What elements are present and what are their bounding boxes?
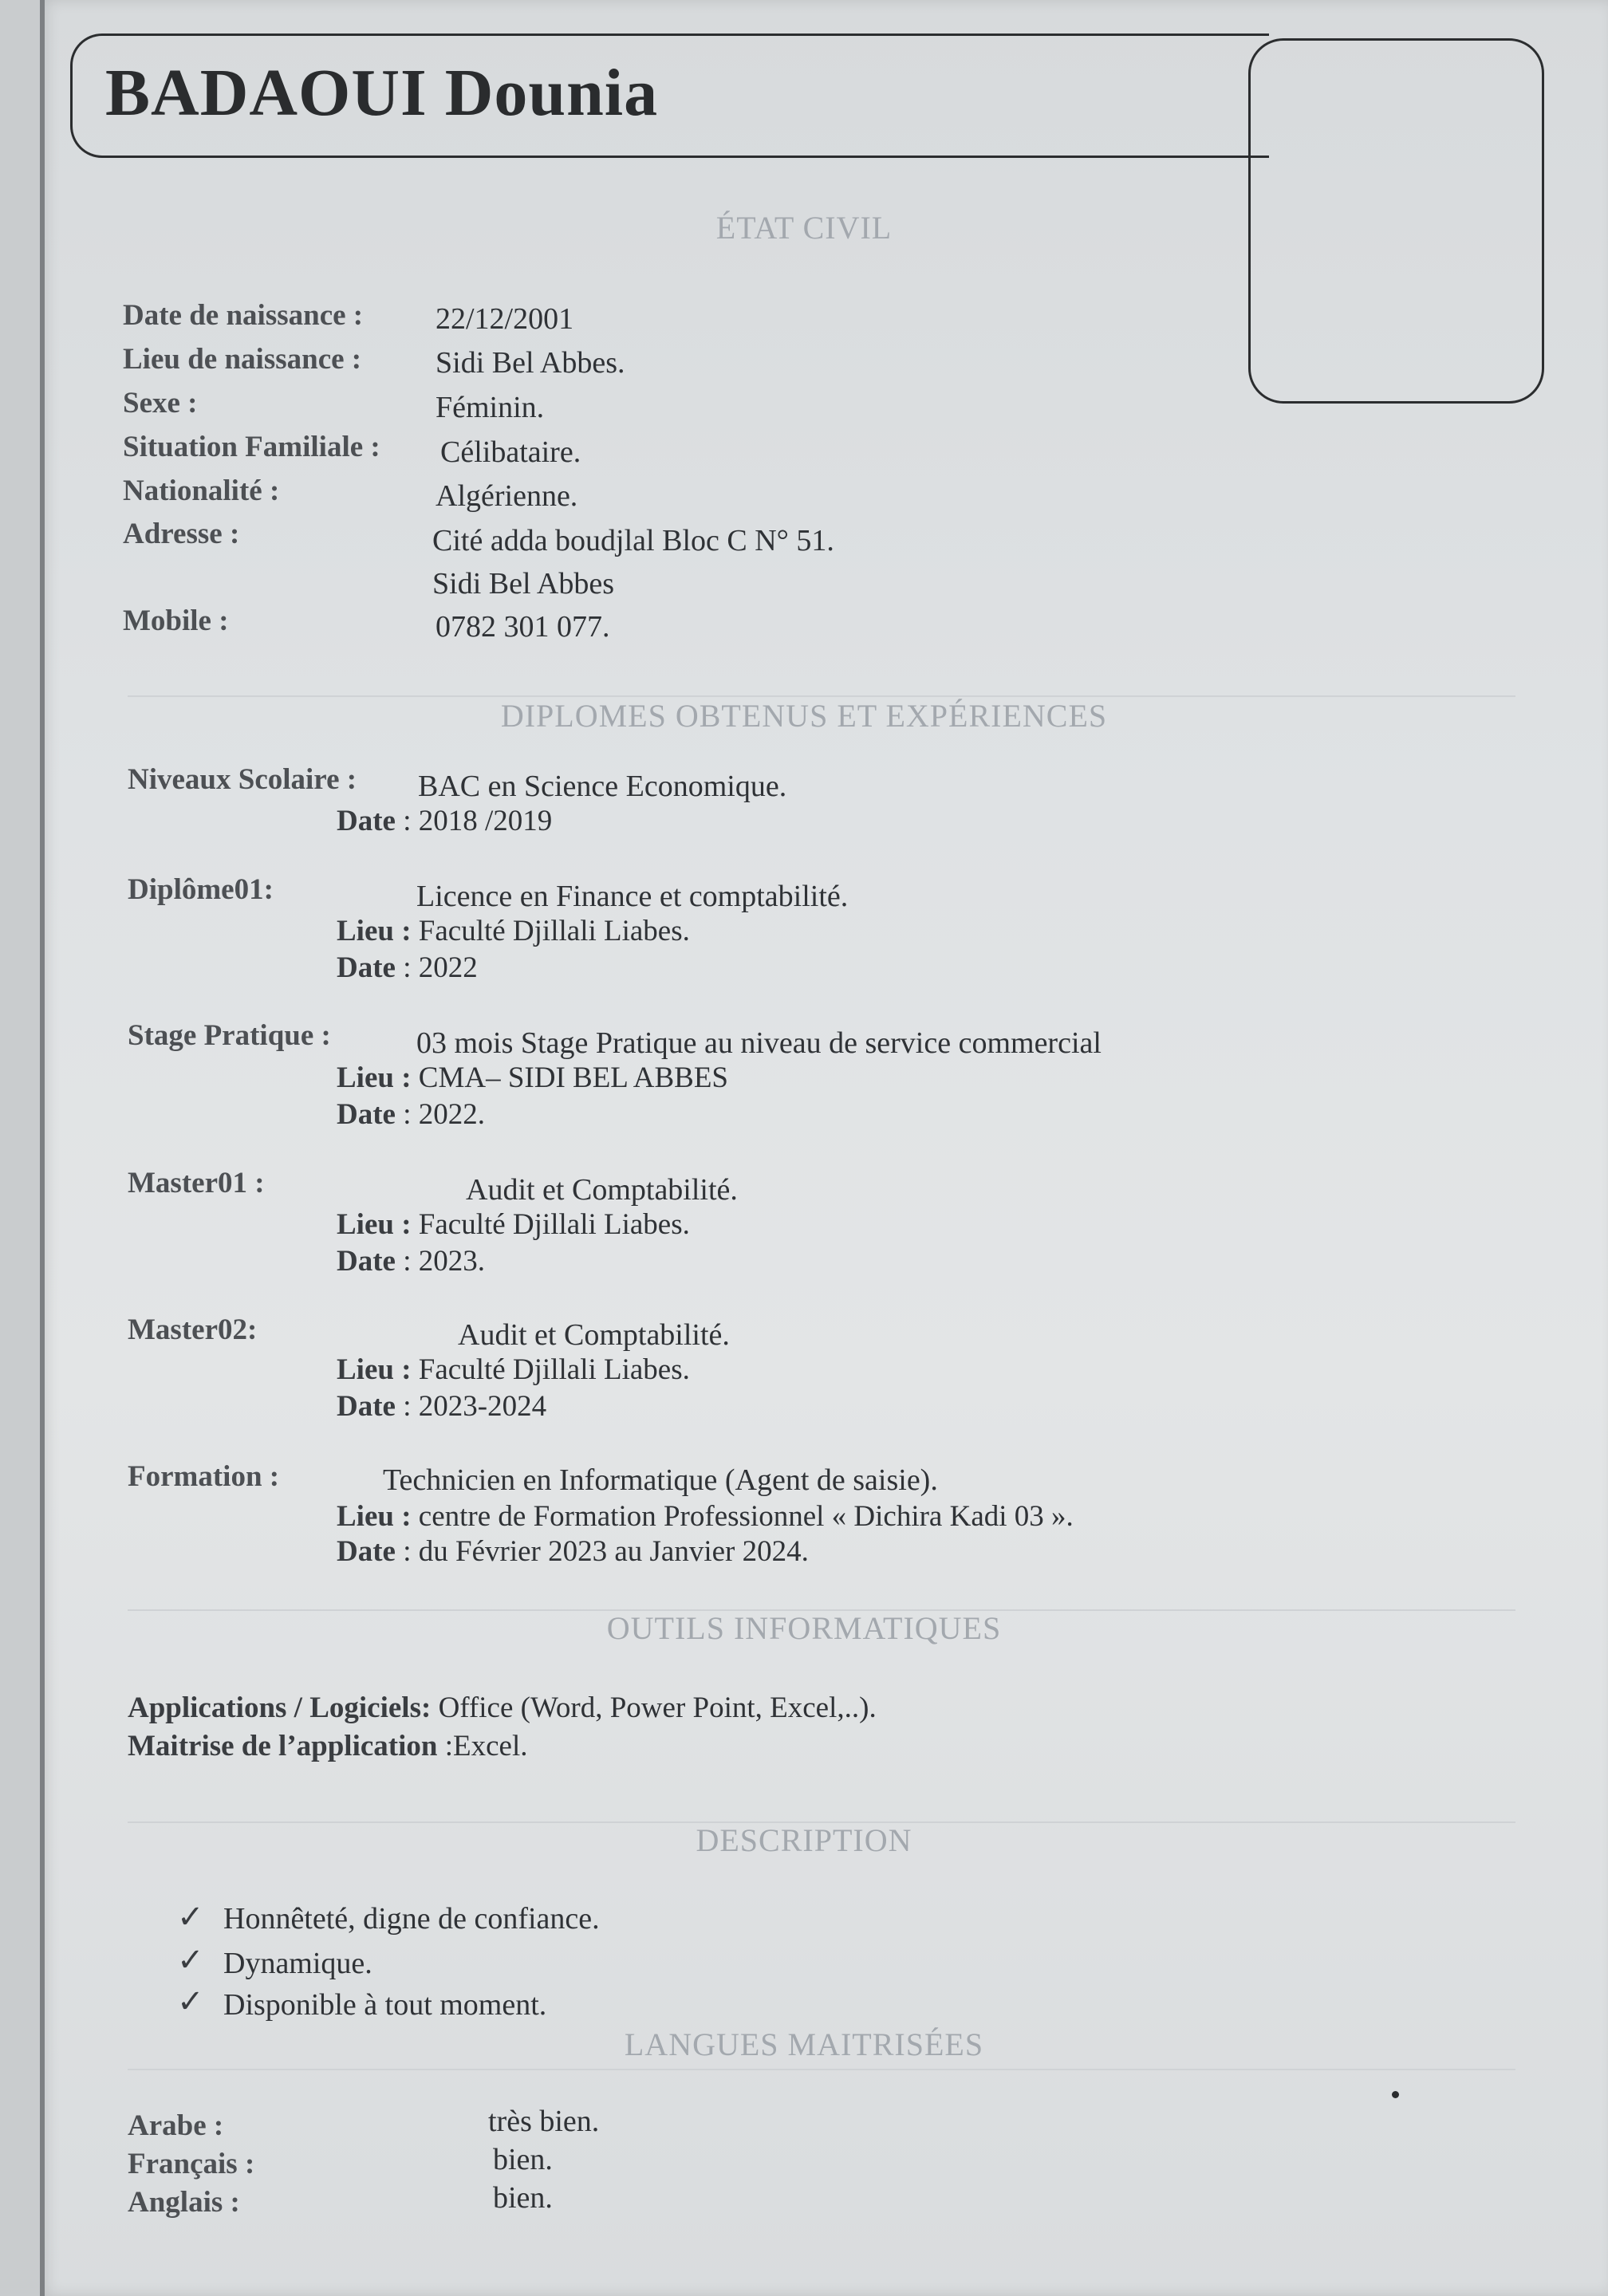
ink-dot — [1392, 2091, 1399, 2098]
master02-lieu-line — [337, 1353, 690, 1387]
section-title-outils: OUTILS INFORMATIQUES — [606, 1610, 1002, 1646]
value-formation: Technicien en Informatique (Agent de saisie). — [383, 1463, 938, 1497]
value-sexe: Féminin. — [436, 391, 545, 424]
section-title-description: DESCRIPTION — [696, 1822, 912, 1858]
diplome01-date-line — [337, 951, 478, 985]
value-mobile: 0782 301 077. — [436, 610, 610, 644]
checkmark-icon: ✓ — [177, 1899, 204, 1935]
label-francais: Français : — [128, 2148, 255, 2180]
value-niveau-scolaire: BAC en Science Economique. — [418, 770, 787, 803]
lieu-label: Lieu : — [337, 1500, 412, 1533]
value-diplome01: Licence en Finance et comptabilité. — [416, 880, 849, 913]
page-edge-line — [40, 0, 45, 2296]
master01-date-line — [337, 1244, 485, 1278]
value-situation-familiale: Célibataire. — [440, 435, 581, 469]
maitrise-label: Maitrise de l’application — [128, 1730, 438, 1762]
master01-date: : 2023. — [403, 1245, 485, 1278]
label-lieu-naissance: Lieu de naissance : — [123, 343, 362, 376]
label-mobile: Mobile : — [123, 605, 229, 637]
value-anglais: bien. — [493, 2181, 553, 2215]
maitrise-value: :Excel. — [444, 1730, 528, 1762]
description-item: Dynamique. — [223, 1947, 372, 1980]
description-item: Disponible à tout moment. — [223, 1988, 547, 2022]
value-date-naissance: 22/12/2001 — [436, 302, 574, 336]
formation-date-line — [337, 1534, 809, 1569]
section-divider — [128, 2069, 1515, 2070]
applications-label: Applications / Logiciels: — [128, 1691, 432, 1724]
master01-lieu-line — [337, 1207, 690, 1242]
date-label: Date — [337, 1098, 396, 1131]
formation-lieu-line — [337, 1499, 1074, 1534]
master02-date-line — [337, 1389, 546, 1424]
section-title-langues: LANGUES MAITRISÉES — [624, 2026, 984, 2062]
lieu-label: Lieu : — [337, 1353, 412, 1386]
label-niveau-scolaire: Niveaux Scolaire : — [128, 763, 357, 796]
label-adresse: Adresse : — [123, 518, 240, 550]
date-label: Date — [337, 1390, 396, 1423]
stage-date: : 2022. — [403, 1098, 485, 1131]
master02-date: : 2023-2024 — [403, 1390, 547, 1423]
date-label: Date — [337, 951, 396, 984]
label-arabe: Arabe : — [128, 2109, 224, 2142]
master01-lieu: Faculté Djillali Liabes. — [418, 1208, 690, 1241]
date-label: Date — [337, 1245, 396, 1278]
date-label: Date — [337, 1535, 396, 1568]
label-date-naissance: Date de naissance : — [123, 299, 364, 332]
value-stage-pratique: 03 mois Stage Pratique au niveau de service commercial — [416, 1026, 1102, 1060]
applications-value: Office (Word, Power Point, Excel,..). — [438, 1691, 877, 1724]
section-title-diplomes: DIPLOMES OBTENUS ET EXPÉRIENCES — [500, 698, 1108, 734]
label-diplome01: Diplôme01: — [128, 873, 274, 906]
value-arabe: très bien. — [488, 2105, 600, 2138]
lieu-label: Lieu : — [337, 1208, 412, 1241]
label-situation-familiale: Situation Familiale : — [123, 431, 380, 463]
label-master02: Master02: — [128, 1313, 258, 1346]
niveau-date: : 2018 /2019 — [403, 805, 553, 837]
label-master01: Master01 : — [128, 1167, 265, 1199]
value-master02: Audit et Comptabilité. — [458, 1318, 730, 1352]
value-nationalite: Algérienne. — [436, 479, 578, 513]
description-item: Honnêteté, digne de confiance. — [223, 1902, 600, 1936]
label-formation: Formation : — [128, 1460, 280, 1493]
master02-lieu: Faculté Djillali Liabes. — [418, 1353, 690, 1386]
lieu-label: Lieu : — [337, 915, 412, 947]
stage-date-line — [337, 1097, 485, 1132]
formation-lieu: centre de Formation Professionnel « Dichira Kadi 03 ». — [418, 1500, 1074, 1533]
label-sexe: Sexe : — [123, 387, 198, 419]
section-title-etat-civil: ÉTAT CIVIL — [715, 210, 893, 246]
checkmark-icon: ✓ — [177, 1983, 204, 2019]
label-stage-pratique: Stage Pratique : — [128, 1019, 331, 1052]
formation-date: : du Février 2023 au Janvier 2024. — [403, 1535, 809, 1568]
label-nationalite: Nationalité : — [123, 475, 280, 507]
value-master01: Audit et Comptabilité. — [466, 1173, 738, 1207]
niveau-date-line — [337, 804, 552, 838]
maitrise-line — [128, 1729, 527, 1763]
value-lieu-naissance: Sidi Bel Abbes. — [436, 346, 625, 380]
stage-lieu-line — [337, 1061, 728, 1095]
lieu-label: Lieu : — [337, 1061, 412, 1094]
value-adresse: Cité adda boudjlal Bloc C N° 51. — [432, 524, 834, 557]
candidate-name: BADAOUI Dounia — [105, 56, 659, 130]
diplome01-date: : 2022 — [403, 951, 478, 984]
label-anglais: Anglais : — [128, 2186, 240, 2219]
value-francais: bien. — [493, 2143, 553, 2176]
value-adresse-ville: Sidi Bel Abbes — [432, 567, 615, 601]
stage-lieu: CMA– SIDI BEL ABBES — [418, 1061, 728, 1094]
date-label: Date — [337, 805, 396, 837]
diplome01-lieu: Faculté Djillali Liabes. — [418, 915, 690, 947]
applications-line — [128, 1691, 877, 1725]
diplome01-lieu-line — [337, 914, 690, 948]
checkmark-icon: ✓ — [177, 1942, 204, 1978]
